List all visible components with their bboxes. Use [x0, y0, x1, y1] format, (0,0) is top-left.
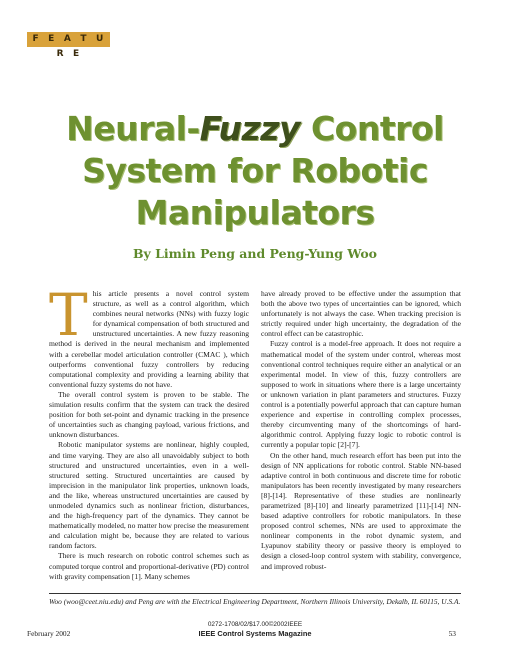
title-part-2: Control [299, 109, 444, 148]
footer-magazine: IEEE Control Systems Magazine [198, 629, 312, 638]
article-title [40, 108, 470, 234]
left-paragraph-3: Robotic manipulator systems are nonlinear, highly coupled, and time varying. They are also all unavoidably subject to both structured and unstructured uncertainties, even in a well-structured setting. Structured uncertainties are caused by imprecision in the manipulator link properties, unknown loads, and the like, whereas unstructured uncertainties are caused by unmodeled dynamics such as nonlinear friction, disturbances, and the high-frequency part of the dynamics. They cannot be mathematically modeled, no matter how precise the measurement and calculation might be, because they are related to various random factors. [49, 440, 249, 551]
footer-issn: 0272-1708/02/$17.00©2002IEEE [207, 621, 303, 628]
footer-date: February 2002 [27, 629, 71, 638]
left-paragraph-1 [49, 281, 249, 390]
title-line-1 [40, 108, 470, 150]
author-footnote: Woo (woo@ceet.niu.edu) and Peng are with the Electrical Engineering Department, Northern Illinois University, Dekalb, IL 60115, U.S.A. [49, 597, 461, 606]
footer-page-number: 53 [448, 629, 456, 638]
title-part-1: Neural- [66, 109, 200, 148]
right-paragraph-1: have already proved to be effective under the assumption that both the above two types of uncertainties can be ignored, which unfortunately is not always the case. When tracking precision is strictly required under high uncertainty, the degradation of the control effect can be catastrophic. [261, 289, 461, 339]
footnote-divider [49, 593, 461, 594]
left-paragraph-1-text: his article presents a novel control system structure, as well as a control algorithm, which combines neural networks (NNs) with fuzzy logic for dynamical compensation of both structured and unstructured uncertainties. A new fuzzy reasoning method is derived in the neural mechanism and implemented with a cerebellar model articulation controller (CMAC ), which outperforms conventional fuzzy controllers by reducing computational complexity and providing a learning ability that conventional fuzzy systems do not have. [49, 289, 249, 389]
title-fuzzy-word: Fuzzy [199, 109, 300, 148]
section-tag: F E A T U R E [27, 32, 110, 47]
left-column [49, 281, 249, 582]
left-paragraph-2: The overall control system is proven to be stable. The simulation results confirm that the system can track the desired position for both set-point and dynamic tracking in the presence of uncertainties such as changing payload, various frictions, and unknown disturbances. [49, 389, 249, 440]
left-paragraph-4: There is much research on robotic control schemes such as computed torque control and proportional-derivative (PD) control with gravity compensation [1]. Many schemes [49, 551, 249, 581]
title-line-3: Manipulators [135, 193, 375, 232]
right-paragraph-2: Fuzzy control is a model-free approach. It does not require a mathematical model of the system under control, whereas most conventional control techniques require either an analytical or an experimental model. In view of this, fuzzy controllers are supposed to work in situations where there is a large uncertainty or unknown variation in plant parameters and structures. Fuzzy control is a potentially powerful approach that can capture human experience and expertise in controlling complex processes, thereby circumventing many of the shortcomings of hard-algorithmic control. Applying fuzzy logic to robotic control is currently a popular topic [2]-[7]. [261, 339, 461, 450]
byline: By Limin Peng and Peng-Yung Woo [132, 246, 378, 261]
title-line-2: System for Robotic [82, 151, 428, 190]
drop-cap: T [49, 281, 88, 349]
right-column [261, 289, 461, 572]
right-paragraph-3: On the other hand, much research effort has been put into the design of NN applications for robotic control. Stable NN-based adaptive control in both continuous and discrete time for robotic manipulators has been recently investigated by many researchers [8]-[14]. Representative of these studies are nonlinearly parametrized [8]-[10] and linearly parametrized [11]-[14] NN-based adaptive controllers for robotic manipulators. In these proposed control schemes, NNs are used to approximate the nonlinear components in the robot dynamic system, and Lyapunov stability theory or passive theory is employed to design a closed-loop control system with stability, convergence, and improved robust- [261, 450, 461, 571]
